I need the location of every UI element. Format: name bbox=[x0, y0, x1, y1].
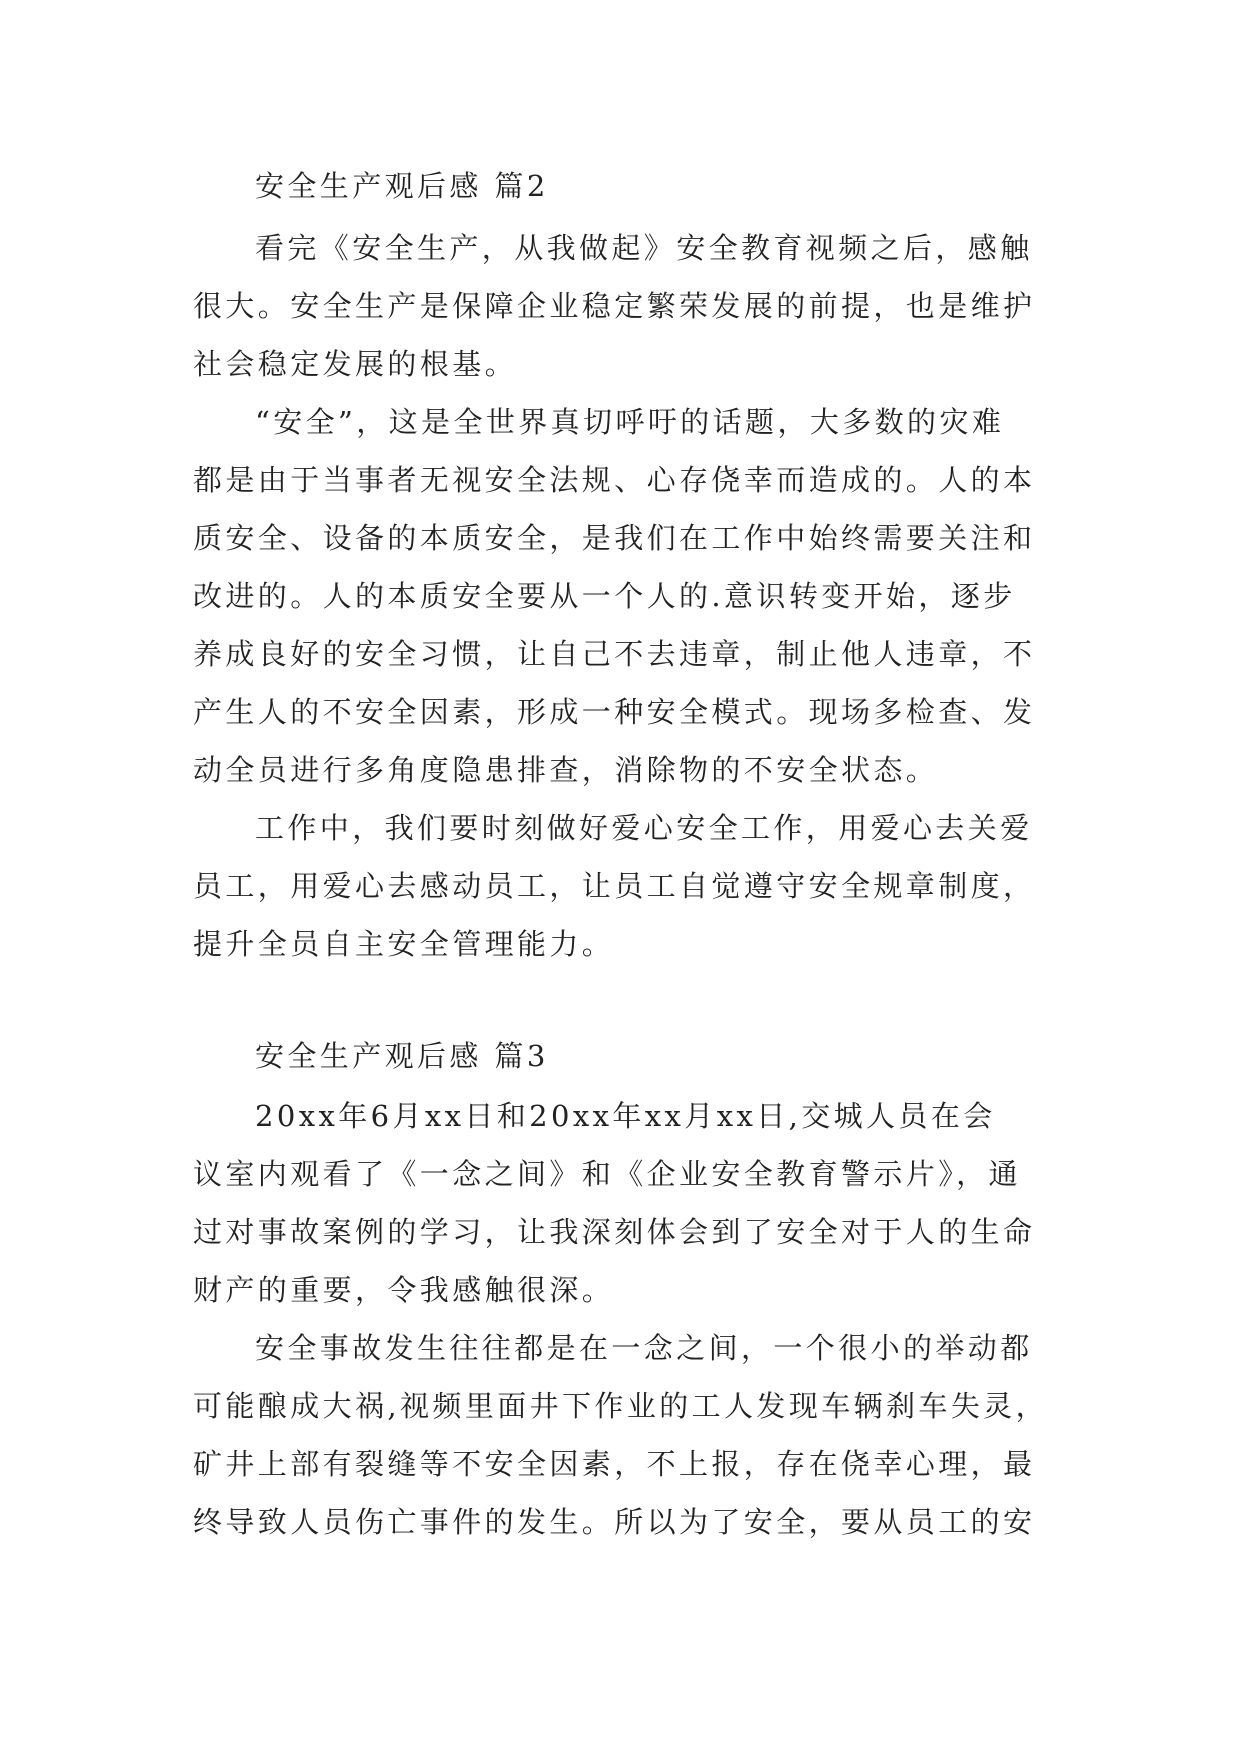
paragraph-line: 动全员进行多角度隐患排查，消除物的不安全状态。 bbox=[193, 753, 939, 787]
paragraph-line: 质安全、设备的本质安全，是我们在工作中始终需要关注和 bbox=[193, 521, 1036, 555]
paragraph-line: 社会稳定发展的根基。 bbox=[193, 347, 518, 381]
paragraph-line: 终导致人员伤亡事件的发生。所以为了安全，要从员工的安 bbox=[193, 1505, 1036, 1539]
paragraph-line: 员工，用爱心去感动员工，让员工自觉遵守安全规章制度， bbox=[193, 869, 1036, 903]
paragraph-line: 都是由于当事者无视安全法规、心存侥幸而造成的。人的本 bbox=[193, 463, 1036, 497]
paragraph-line: 安全事故发生往往都是在一念之间，一个很小的举动都 bbox=[255, 1331, 1033, 1365]
paragraph-line: 看完《安全生产，从我做起》安全教育视频之后，感触 bbox=[255, 231, 1033, 265]
paragraph-line: 20xx年6月xx日和20xx年xx月xx日,交城人员在会 bbox=[255, 1099, 996, 1133]
paragraph-line: 很大。安全生产是保障企业稳定繁荣发展的前提，也是维护 bbox=[193, 289, 1036, 323]
paragraph-line: 矿井上部有裂缝等不安全因素，不上报，存在侥幸心理，最 bbox=[193, 1447, 1036, 1481]
paragraph-line: 提升全员自主安全管理能力。 bbox=[193, 927, 615, 961]
paragraph-line: 产生人的不安全因素，形成一种安全模式。现场多检查、发 bbox=[193, 695, 1036, 729]
paragraph-line: 财产的重要，令我感触很深。 bbox=[193, 1273, 615, 1307]
paragraph-line: 过对事故案例的学习，让我深刻体会到了安全对于人的生命 bbox=[193, 1215, 1036, 1249]
paragraph-line: 可能酿成大祸,视频里面井下作业的工人发现车辆刹车失灵， bbox=[193, 1389, 1049, 1423]
paragraph-line: “安全”，这是全世界真切呼吁的话题，大多数的灾难 bbox=[255, 405, 1005, 439]
paragraph-line: 改进的。人的本质安全要从一个人的.意识转变开始，逐步 bbox=[193, 579, 1016, 613]
section-title: 安全生产观后感 篇2 bbox=[255, 169, 549, 203]
paragraph-line: 养成良好的安全习惯，让自己不去违章，制止他人违章，不 bbox=[193, 637, 1036, 671]
paragraph-line: 议室内观看了《一念之间》和《企业安全教育警示片》，通 bbox=[193, 1157, 1021, 1191]
section-title: 安全生产观后感 篇3 bbox=[255, 1039, 549, 1073]
paragraph-line: 工作中，我们要时刻做好爱心安全工作，用爱心去关爱 bbox=[255, 811, 1033, 845]
